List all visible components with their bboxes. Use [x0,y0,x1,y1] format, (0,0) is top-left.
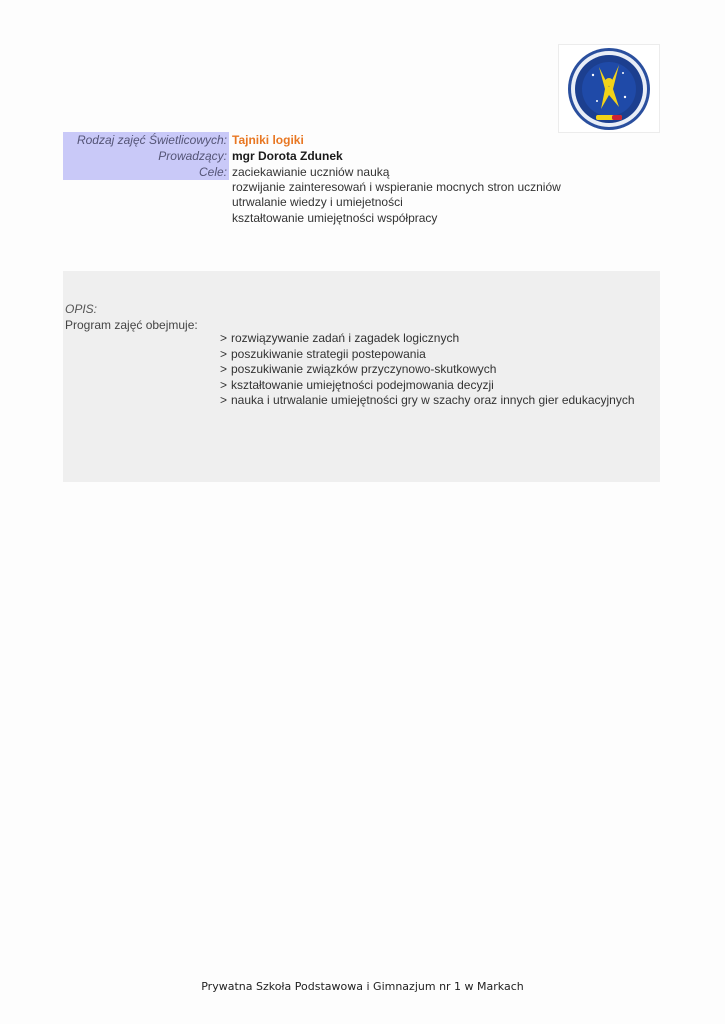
program-list-item [220,393,635,409]
goal-item: utrwalanie wiedzy i umiejetności [232,195,403,209]
program-item-text: poszukiwanie strategii postepowania [231,346,426,361]
program-list-item [220,347,635,363]
program-list-item [220,331,635,347]
program-item-text: rozwiązywanie zadań i zagadek logicznych [231,331,460,345]
page-footer: Prywatna Szkoła Podstawowa i Gimnazjum nr 1 w Markach [201,980,524,993]
goal-item: rozwijanie zainteresowań i wspieranie mocnych stron uczniów [232,180,561,194]
program-list-item [220,362,635,378]
teacher-label: Prowadzący: [63,148,229,164]
program-list [220,331,635,409]
activity-type-label: Rodzaj zajęć Świetlicowych: [63,132,229,148]
program-item-text: poszukiwanie związków przyczynowo-skutkowych [231,362,497,376]
goal-item: kształtowanie umiejętności współpracy [232,211,438,225]
program-item-text: nauka i utrwalanie umiejętności gry w szachy oraz innych gier edukacyjnych [231,393,635,407]
school-emblem-icon [559,45,659,132]
bullet-marker: > [220,362,228,376]
bullet-marker: > [220,346,228,361]
description-label: OPIS: [65,302,98,316]
school-logo [558,44,660,133]
program-list-item [220,378,635,394]
bullet-marker: > [220,331,228,345]
description-section [63,271,660,482]
program-item-text: kształtowanie umiejętności podejmowania decyzji [231,377,494,392]
goals-label: Cele: [63,164,229,180]
goal-item: zaciekawianie uczniów nauką [232,165,390,179]
activity-type-value: Tajniki logiki [232,133,304,147]
bullet-marker: > [220,393,228,407]
bullet-marker: > [220,377,228,392]
teacher-value: mgr Dorota Zdunek [232,149,343,163]
program-intro: Program zajęć obejmuje: [65,318,198,332]
